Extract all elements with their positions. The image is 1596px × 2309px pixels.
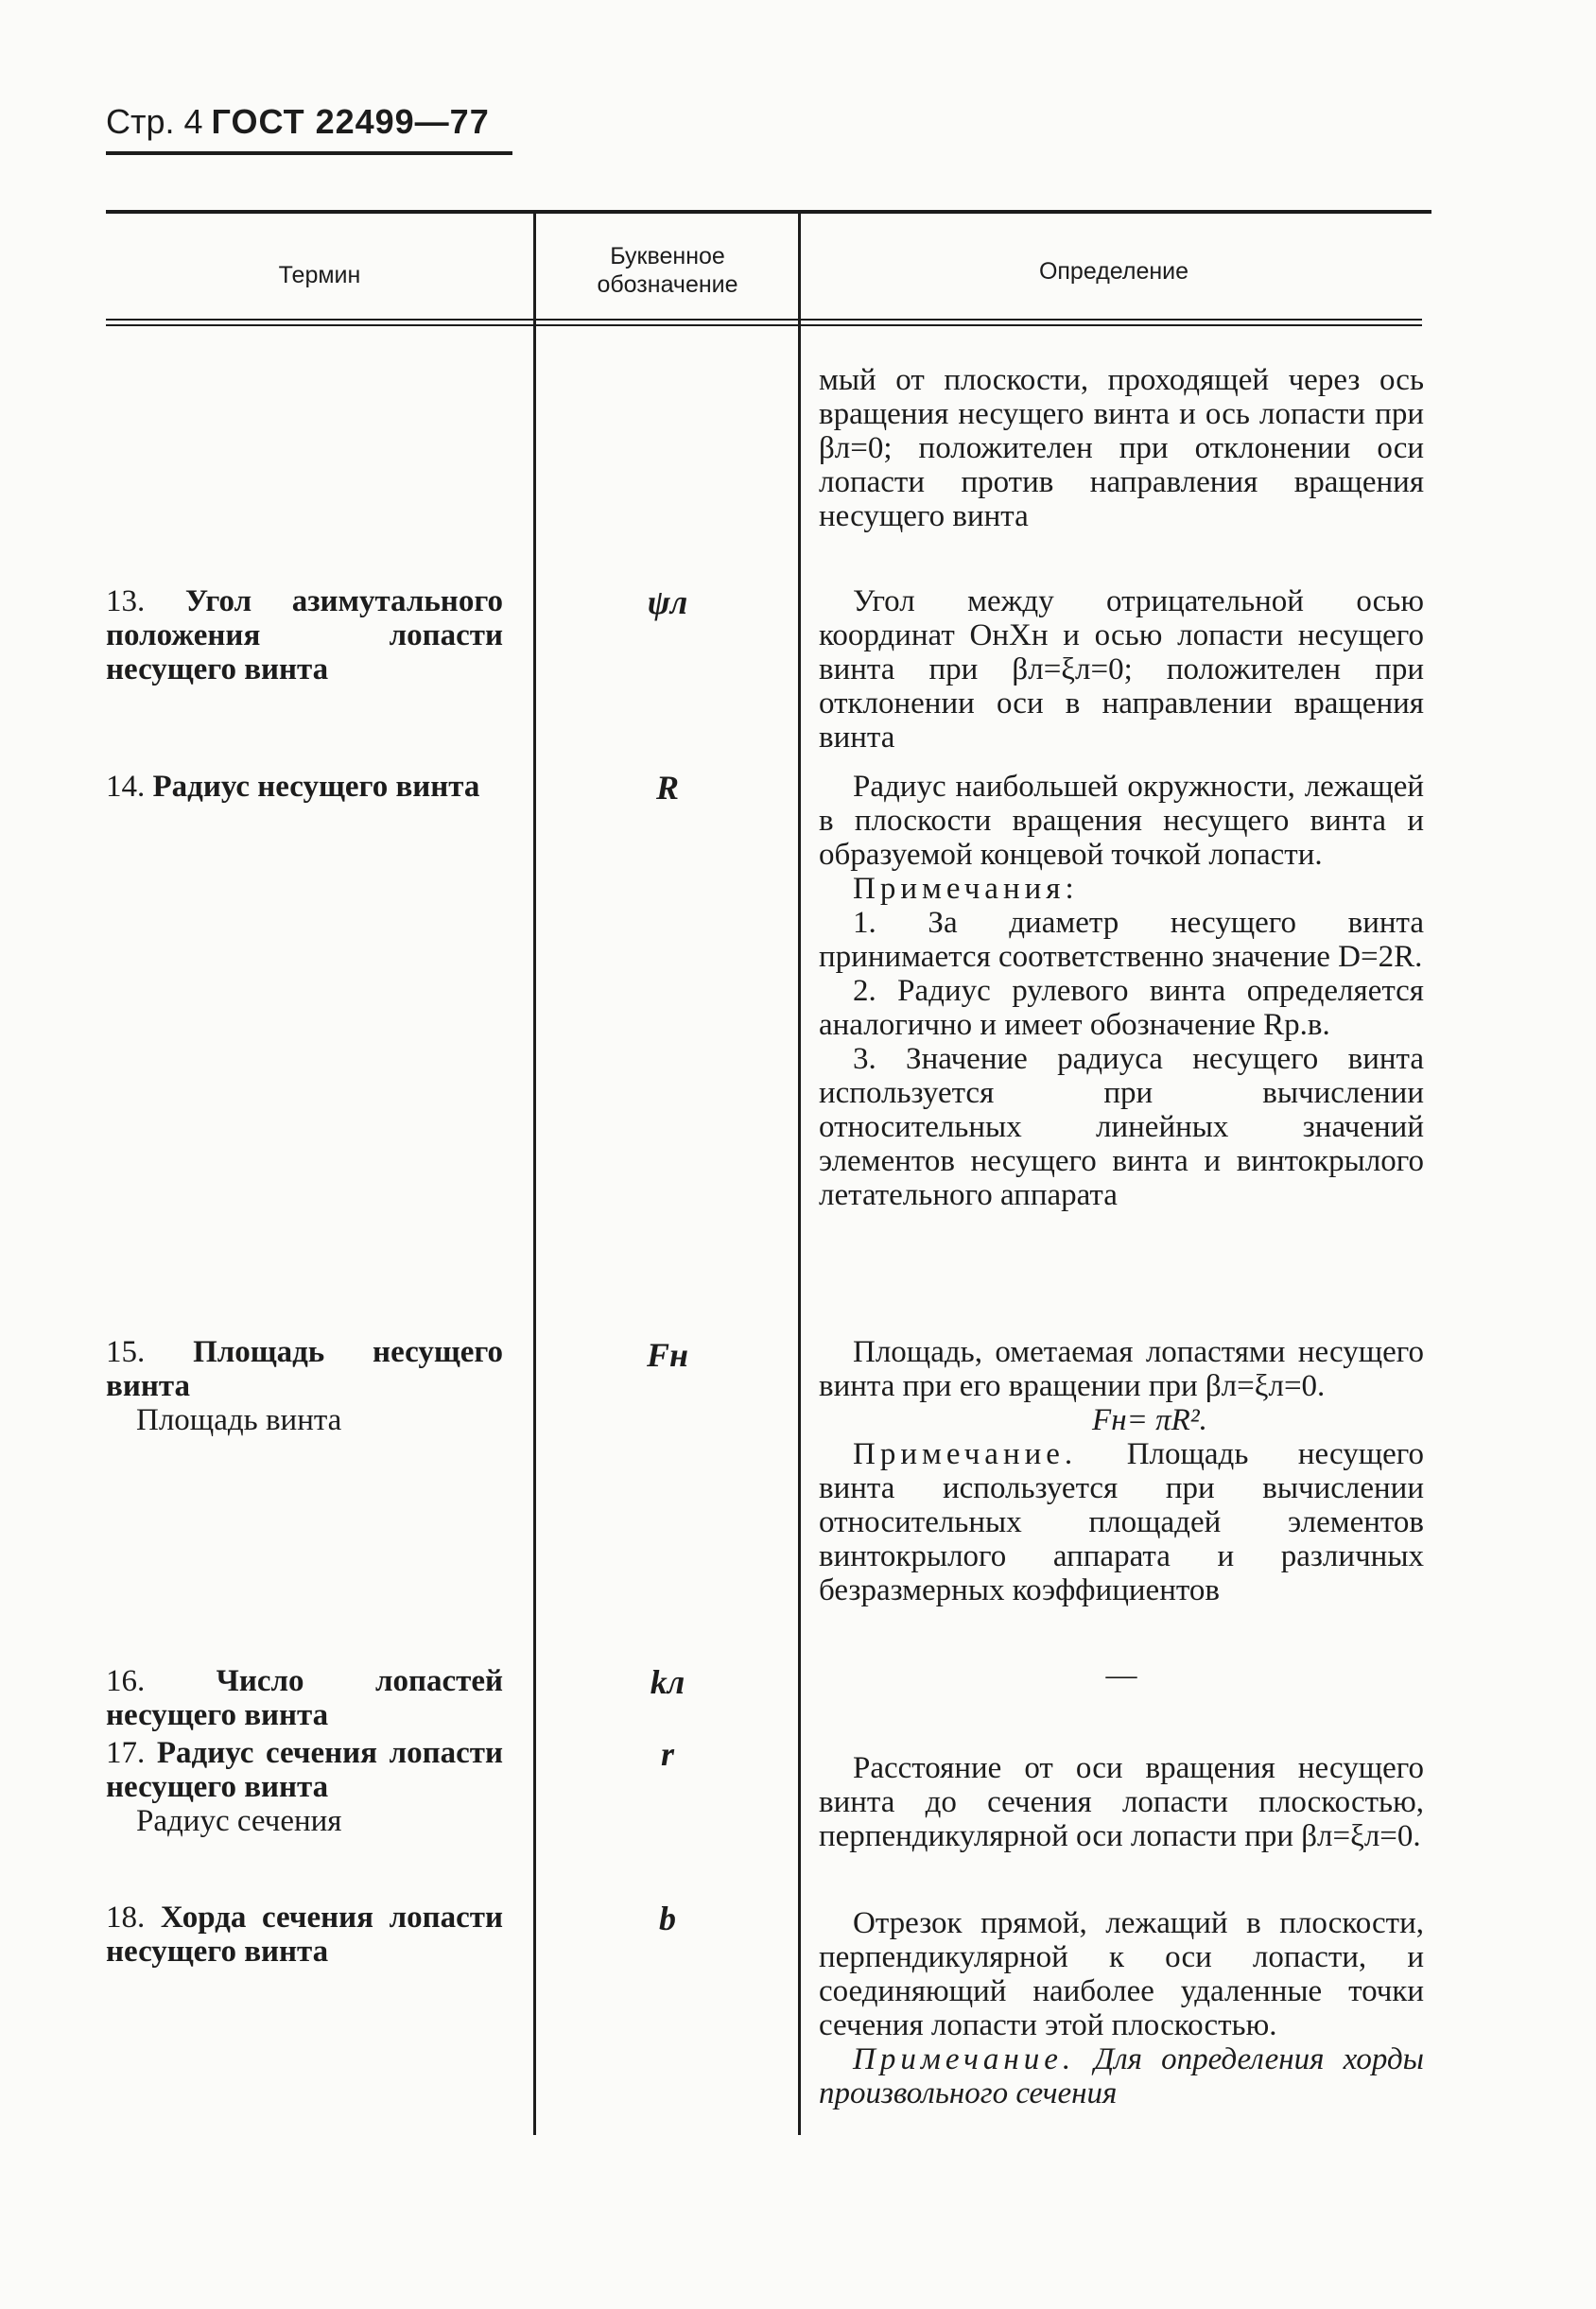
- note: [819, 2042, 1424, 2110]
- notes-title: Примечания:: [853, 872, 1079, 906]
- definition-17: [819, 1751, 1424, 1853]
- definition-13: [819, 584, 1424, 755]
- definition-text: —: [1105, 1658, 1137, 1693]
- term-14: [106, 770, 503, 804]
- term-name: Число лопастей несущего винта: [106, 1664, 503, 1732]
- term-13: [106, 584, 503, 686]
- definition-text: Площадь, ометаемая лопастями несущего винта при его вращении при βл=ξл=0.: [819, 1335, 1424, 1403]
- column-header-term: Термин: [278, 262, 361, 288]
- page-number: Стр. 4: [106, 102, 203, 141]
- column-header-symbol: Буквенное обозначение: [597, 243, 738, 298]
- definition-text: Отрезок прямой, лежащий в плоскости, перпендикулярной к оси лопасти, и соединяющий наиболее удаленные точки сечения лопасти этой плоскостью.: [819, 1906, 1424, 2042]
- symbol-13: ψл: [647, 583, 688, 621]
- term-17: [106, 1736, 503, 1838]
- term-number: 18.: [106, 1901, 146, 1935]
- definition-16: [819, 1658, 1424, 1693]
- page-header: [106, 102, 490, 142]
- definition-text: Расстояние от оси вращения несущего винта до сечения лопасти плоскостью, перпендикулярной оси лопасти при βл=ξл=0.: [819, 1751, 1424, 1853]
- note-2: 2. Радиус рулевого винта определяется аналогично и имеет обозначение Rр.в.: [819, 974, 1424, 1042]
- area-formula: Fн= πR².: [1092, 1403, 1207, 1437]
- term-number: 15.: [106, 1335, 146, 1369]
- term-16: [106, 1664, 503, 1732]
- term-number: 14.: [106, 770, 146, 804]
- term-synonym: Площадь винта: [136, 1403, 342, 1437]
- symbol-18: b: [659, 1900, 676, 1937]
- symbol-16: kл: [650, 1663, 685, 1701]
- definition-text: Угол между отрицательной осью координат OнXн и осью лопасти несущего винта при βл=ξл=0; положителен при отклонении оси в направлении вращения винта: [819, 584, 1424, 755]
- term-name: Площадь несущего винта: [106, 1335, 503, 1403]
- column-divider-symbol: [798, 214, 801, 2135]
- term-number: 17.: [106, 1736, 146, 1770]
- term-number: 16.: [106, 1664, 146, 1698]
- definition-text: Радиус наибольшей окружности, лежащей в плоскости вращения несущего винта и образуемой концевой точкой лопасти.: [819, 770, 1424, 872]
- standard-code: ГОСТ 22499—77: [211, 102, 490, 141]
- term-synonym: Радиус сечения: [136, 1804, 342, 1838]
- table-header-rule-double: [106, 324, 1422, 326]
- term-name: Радиус несущего винта: [152, 770, 480, 804]
- definition-18: [819, 1906, 1424, 2110]
- definition-continuation: [819, 363, 1424, 533]
- note: [819, 1437, 1424, 1607]
- term-15: [106, 1335, 503, 1437]
- term-18: [106, 1901, 503, 1969]
- definition-14: [819, 770, 1424, 1212]
- term-name: Хорда сечения лопасти несущего винта: [106, 1901, 504, 1969]
- symbol-14: R: [655, 769, 679, 807]
- term-name: Радиус сечения лопасти несущего винта: [106, 1736, 503, 1804]
- note-1: 1. За диаметр несущего винта принимается соответственно значение D=2R.: [819, 906, 1424, 974]
- continuation-text: мый от плоскости, проходящей через ось вращения несущего винта и ось лопасти при βл=0; положителен при отклонении оси лопасти против направления вращения несущего винта: [819, 363, 1424, 533]
- note-3: 3. Значение радиуса несущего винта используется при вычислении относительных линейных значений элементов несущего винта и винтокрылого летательного аппарата: [819, 1042, 1424, 1212]
- header-rule: [106, 151, 512, 155]
- note-text: Площадь несущего винта используется при вычислении относительных площадей элементов винтокрылого аппарата и различных безразмерных коэффициентов: [819, 1437, 1425, 1607]
- term-number: 13.: [106, 584, 146, 618]
- note-title: Примечание.: [853, 1437, 1078, 1471]
- column-header-definition: Определение: [1038, 258, 1189, 285]
- symbol-17: r: [660, 1735, 674, 1773]
- definition-15: [819, 1335, 1424, 1607]
- note-text: Для определения хорды произвольного сечения: [819, 2042, 1424, 2110]
- table-header-rule: [106, 319, 1422, 321]
- note-title: Примечание.: [853, 2042, 1076, 2076]
- term-name: Угол азимутального положения лопасти несущего винта: [106, 584, 503, 686]
- symbol-15: Fн: [647, 1336, 688, 1374]
- column-divider-term: [533, 214, 536, 2135]
- table-top-rule: [106, 210, 1431, 214]
